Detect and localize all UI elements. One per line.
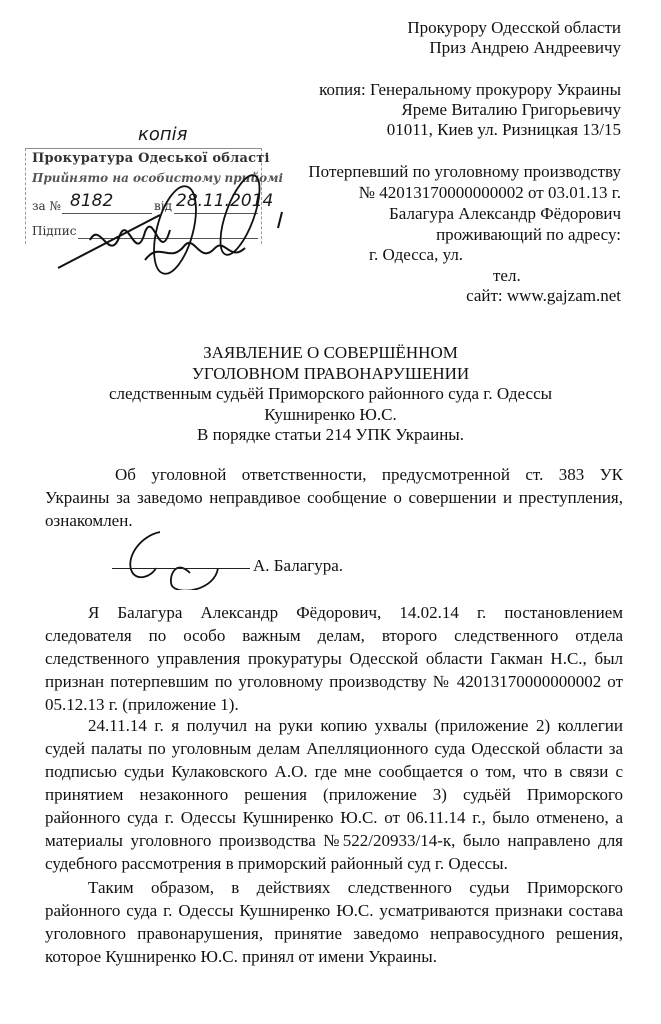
- sender-line: проживающий по адресу:: [436, 225, 621, 244]
- sender-site: сайт: www.gajzam.net: [466, 286, 621, 305]
- title-subject: следственным судьёй Приморского районного суда г. Одессы: [108, 384, 553, 403]
- title-legal-basis: В порядке статьи 214 УПК Украины.: [197, 425, 464, 444]
- copy-to-line: 01011, Киев ул. Ризницкая 13/15: [386, 120, 621, 139]
- body-paragraph: 24.11.14 г. я получил на руки копию ухвалы (приложение 2) коллегии судей палаты по уголовным делам Апелляционного суда Одесской области за подписью судьи Кулаковского А.О. где мне сообщается о том, что в связи с принятием незаконного решения (приложение 3) судьёй Приморского районного суда г. Одессы Кушниренко Ю.С. от 06.11.14 г., было отменено, а материалы уголовного производства №522/20933/14-к, было направлено для судебного рассмотрения в приморский районный суд г. Одессы.: [45, 716, 623, 873]
- signature-name: А. Балагура.: [253, 556, 344, 575]
- recipient-line: Прокурору Одесской области: [407, 18, 621, 37]
- stamp-signature-scribble: [50, 170, 290, 280]
- stamp-handwritten-mark: копія: [138, 124, 188, 145]
- sender-city: г. Одесса, ул.: [369, 245, 464, 264]
- document-title: [0, 343, 661, 446]
- copy-to-line: Яреме Виталию Григорьевичу: [401, 100, 621, 119]
- stamp-number-label: за №: [32, 199, 61, 213]
- sender-line: Потерпевший по уголовному производству: [308, 162, 621, 181]
- sender-line: № 42013170000000002 от 03.01.13 г.: [358, 183, 621, 202]
- title-line: ЗАЯВЛЕНИЕ О СОВЕРШЁННОМ: [203, 343, 458, 362]
- liability-warning: Об уголовной ответственности, предусмотренной ст. 383 УК Украины за заведомо неправдивое сообщение о совершении и преступления, ознакомлен.: [45, 465, 623, 530]
- stamp-date-value: 28.11.2014: [176, 191, 274, 211]
- signature-scribble: [120, 528, 250, 590]
- title-line: УГОЛОВНОМ ПРАВОНАРУШЕНИИ: [191, 363, 470, 383]
- recipient-line: Приз Андрею Андреевичу: [429, 38, 621, 57]
- signature-underline: [112, 568, 250, 569]
- stamp-signature-label: Підпис: [32, 224, 77, 238]
- body-paragraph: Таким образом, в действиях следственного судьи Приморского районного суда г. Одессы Кушниренко Ю.С. усматриваются признаки состава уголовного правонарушения, принятие заведомо неправосудного решения, которое Кушниренко Ю.С. принял от имени Украины.: [45, 878, 623, 966]
- copy-to-line: копия: Генеральному прокурору Украины: [319, 80, 621, 99]
- sender-phone: тел.: [493, 266, 521, 285]
- stamp-date-label: від: [154, 199, 172, 213]
- title-judge-name: Кушниренко Ю.С.: [264, 404, 397, 424]
- stamp-subtitle: Прийнято на особистому прийомі: [32, 171, 284, 185]
- stamp-number-value: 8182: [70, 191, 114, 211]
- sender-line: Балагура Александр Фёдорович: [389, 204, 621, 223]
- stamp-organization: Прокуратура Одеської області: [32, 151, 270, 166]
- body-paragraph: Я Балагура Александр Фёдорович, 14.02.14 г. постановлением следователя по особо важным делам, второго следственного отдела следственного управления прокуратуры Одесской области Гакман Н.С., был признан потерпевшим по уголовному производству № 42013170000000002 от 05.12.13 г. (приложение 1).: [45, 603, 623, 714]
